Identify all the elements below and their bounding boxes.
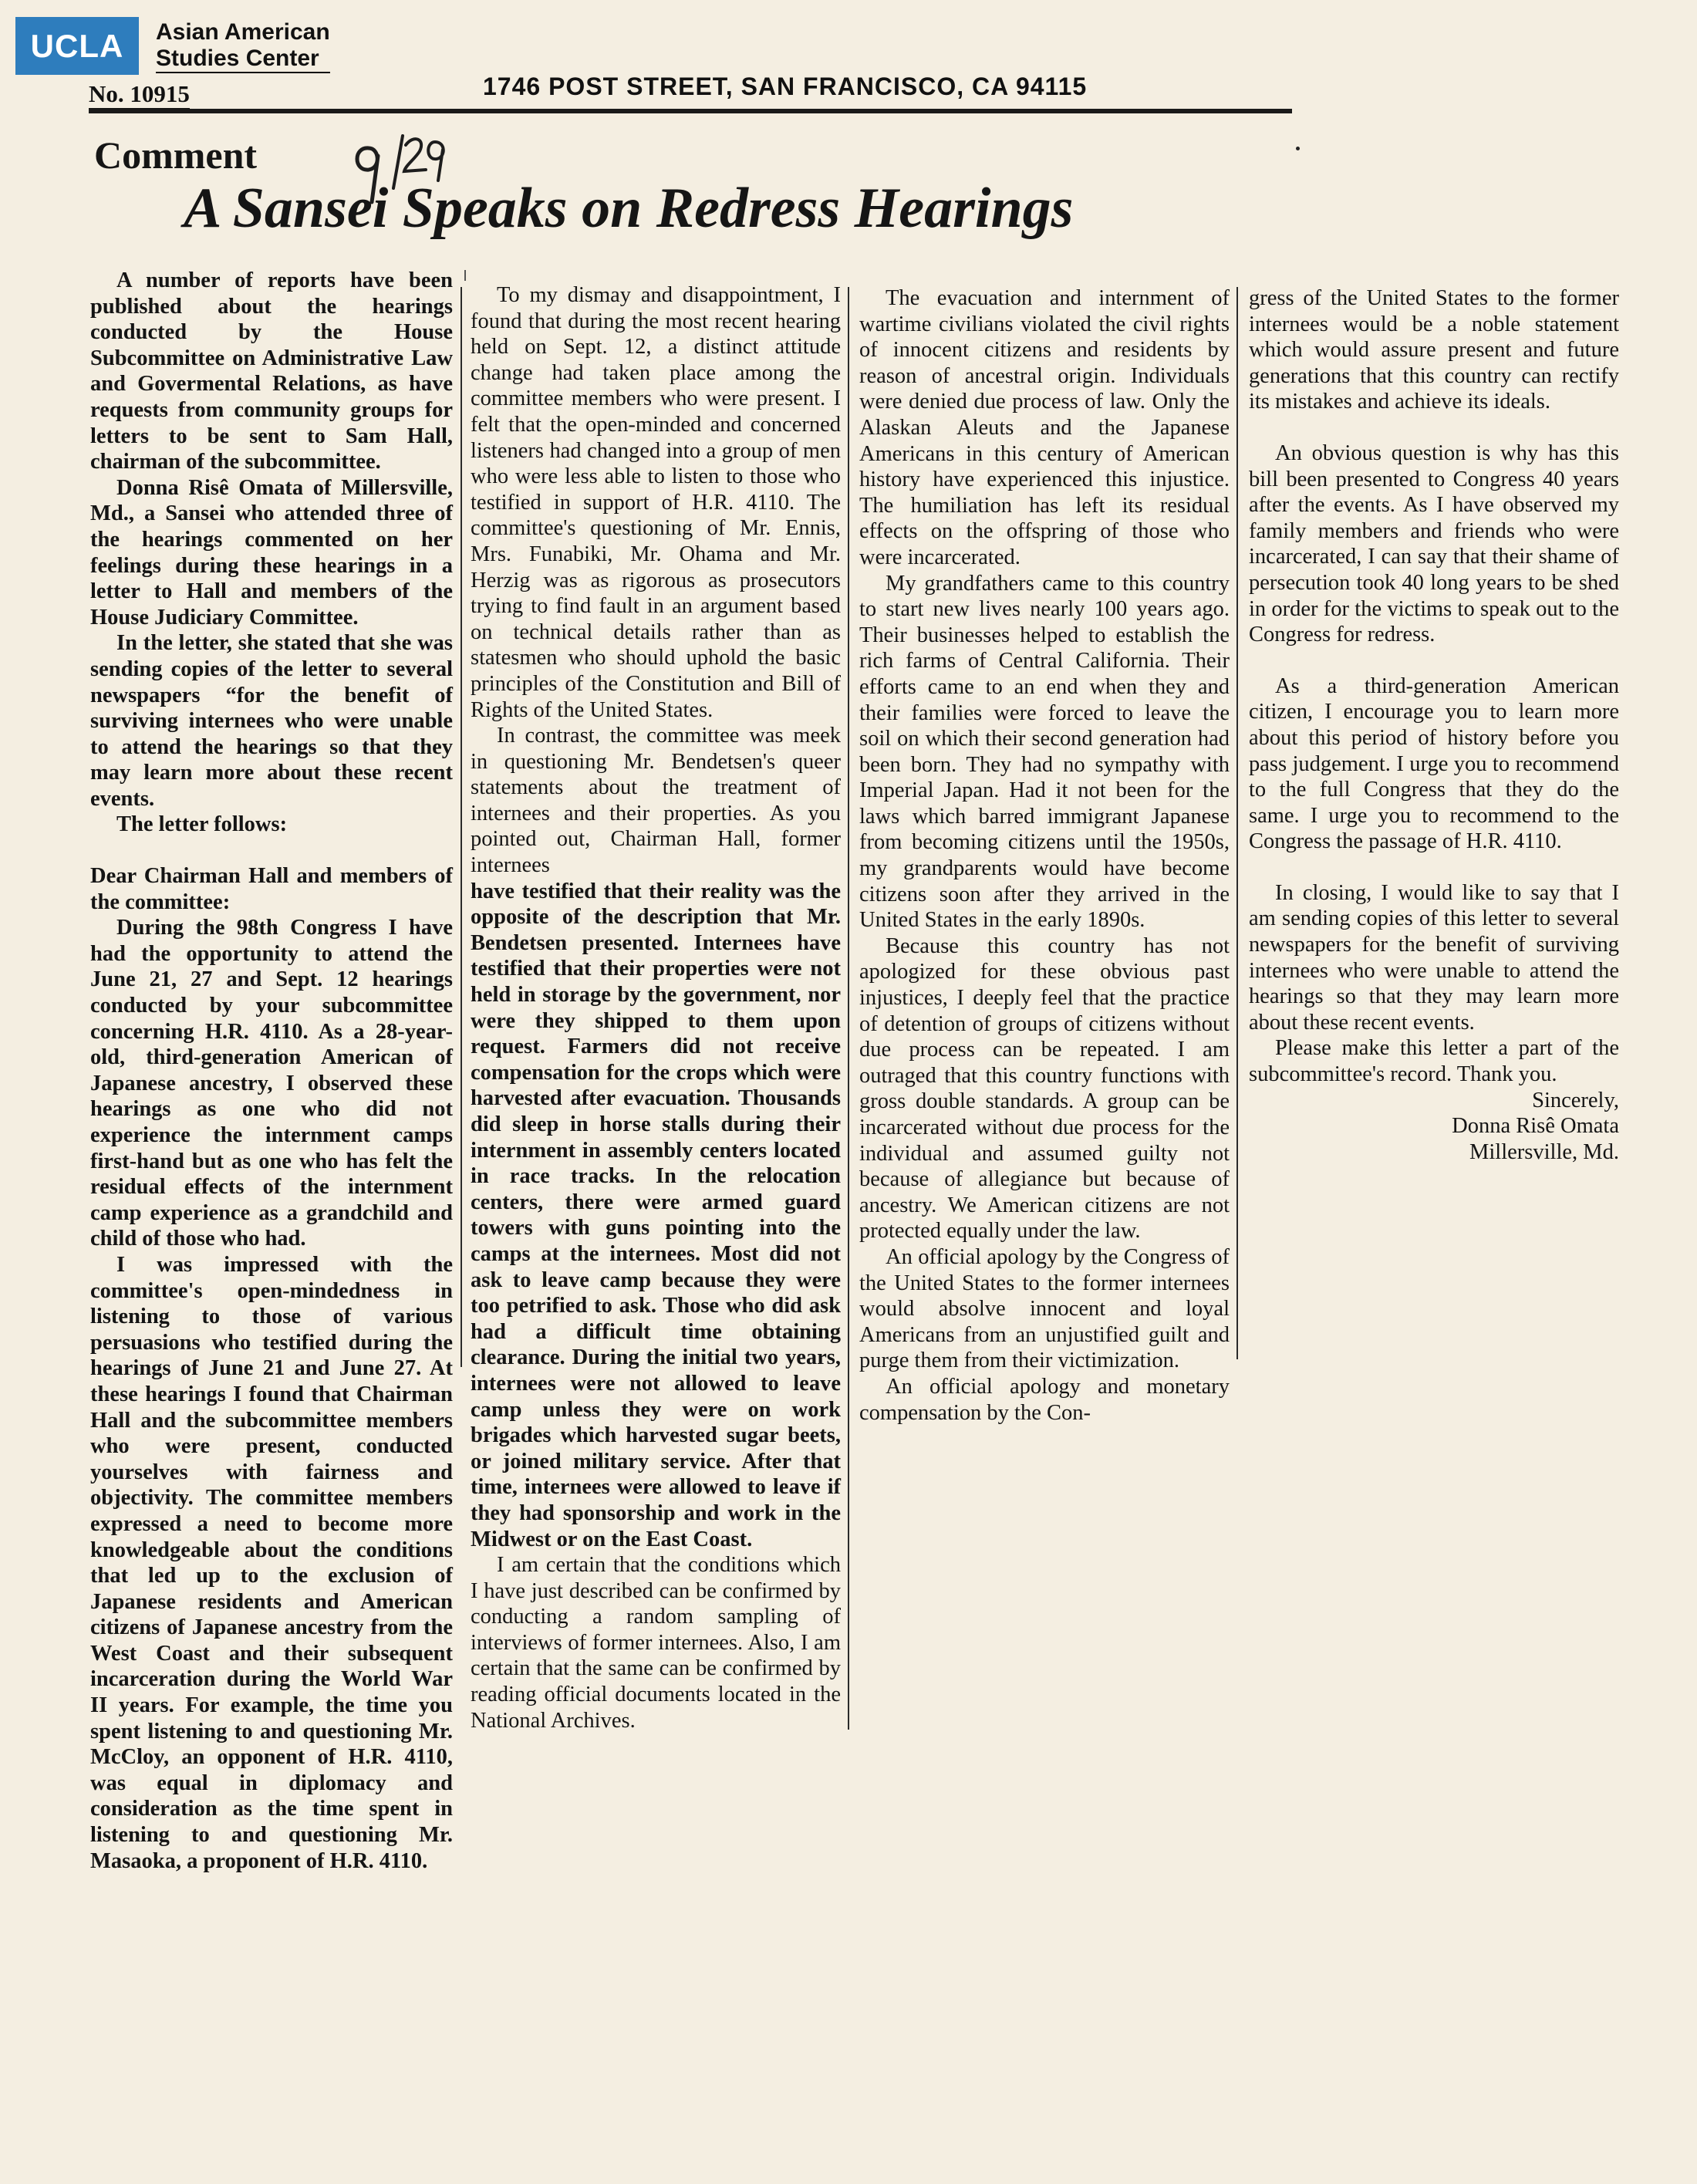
intro-paragraph-1: A number of reports have been published about the hearings conducted by the House Subcommittee on Administrative Law and Govermental Relations, as have requests from community groups for letters to be sent to Sam Hall, chairman of the subcommittee. [90, 268, 453, 474]
header-rule [89, 109, 1292, 113]
headline: A Sansei Speaks on Redress Hearings [184, 177, 1074, 240]
logo-text [156, 19, 330, 73]
column-divider [1236, 287, 1238, 1359]
letter-paragraph-12: As a third-generation American citizen, I encourage you to learn more about this period of history before you pass judgement. I urge you to recommend to the full Congress that they do the same. I urge you to recommend to the Congress the passage of H.R. 4110. [1249, 673, 1619, 854]
letter-paragraph-9: An official apology by the Congress of the United States to the former internees would absolve innocent and loyal Americans from an unjustified guilt and purge them from their victimization. [859, 1244, 1230, 1373]
column-2 [471, 282, 841, 1733]
intro-paragraph-4: The letter follows: [116, 812, 288, 837]
column-3 [859, 285, 1230, 1426]
letter-closing: Sincerely, [1532, 1088, 1619, 1112]
letter-paragraph-4: In contrast, the committee was meek in questioning Mr. Bendetsen's queer statements about the treatment of internees and their properties. As you pointed out, Chairman Hall, former internees [471, 724, 841, 878]
column-tick [464, 270, 466, 281]
letter-paragraph-13: In closing, I would like to say that I am sending copies of this letter to several newspapers for the benefit of surviving internees who were unable to attend the hearings so that they may learn more about these recent events. [1249, 880, 1619, 1035]
letter-paragraph-2: I was impressed with the committee's open-mindedness in listening to those of various persuasions who testified during the hearings of June 21 and June 27. At these hearings I found that Chairman Hall and the subcommittee members who were present, conducted yourselves with fairness and objectivity. The committee members expressed a need to become more knowledgeable about the conditions that led up to the exclusion of Japanese residents and American citizens of Japanese ancestry from the West Coast and their subsequent incarceration during the World War II years. For example, the time you spent listening to and questioning Mr. McCloy, an opponent of H.R. 4110, was equal in diplomacy and consideration as the time spent in listening to and questioning Mr. Masaoka, a proponent of H.R. 4110. [90, 1252, 453, 1873]
letter-paragraph-7: My grandfathers came to this country to start new lives nearly 100 years ago. Their businesses helped to establish the rich farms of Central California. Their efforts came to an end when they and their families were forced to leave the soil on which their second generation had been born. They had no sympathy with Imperial Japan. Had it not been for the laws which barred immigrant Japanese from becoming citizens until the 1950s, my grandparents would have become citizens soon after they arrived in the United States in the early 1890s. [859, 571, 1230, 933]
letter-paragraph-3: To my dismay and disappointment, I found that during the most recent hearing held on Sept. 12, a distinct attitude change had taken place among the committee members who were present. I felt that the open-minded and concerned listeners had changed into a group of men who were less able to listen to those who testified in support of H.R. 4110. The committee's questioning of Mr. Ennis, Mrs. Funabiki, Mr. Ohama and Mr. Herzig was as rigorous as prosecutors trying to find fault in an argument based on technical details rather than as statesmen who should uphold the basic principles of the Constitution and Bill of Rights of the United States. [471, 283, 841, 722]
logo-line-2: Studies Center [156, 46, 330, 73]
column-4 [1249, 285, 1619, 1165]
letter-paragraph-1: During the 98th Congress I have had the opportunity to attend the June 21, 27 and Sept. 12 hearings conducted by your subcommittee concerning H.R. 4110. As a 28-year-old, third-generation American of Japanese ancestry, I observed these hearings as one who did not experience the internment camps first-hand but as one who has felt the residual effects of the internment camp experience as a grandchild and child of those who had. [90, 916, 453, 1251]
letter-paragraph-10-cont: gress of the United States to the former internees would be a noble statement which would assure present and future generations that this country can rectify its mistakes and achieve its ideals. [1249, 286, 1619, 414]
intro-paragraph-2: Donna Risê Omata of Millersville, Md., a Sansei who attended three of the hearings commented on her feelings during these hearings in a letter to Hall and members of the House Judiciary Committee. [90, 475, 453, 630]
issue-number: No. 10915 [89, 80, 190, 110]
letter-paragraph-4-cont: have testified that their reality was the opposite of the description that Mr. Bendetsen presented. Internees have testified that their properties were not held in storage by the government, nor were they shipped to them upon request. Farmers did not receive compensation for the crops which were harvested after evacuation. Thousands did sleep in horse stalls during their internment in assembly centers located in race tracks. In the relocation centers, there were armed guard towers with guns pointing into the camps at the internees. Most did not ask to leave camp because they were too petrified to ask. Those who did ask had a difficult time obtaining clearance. During the initial two years, internees were not allowed to leave camp unless they were on work brigades which harvested sugar beets, or joined military service. After that time, internees were allowed to leave if they had sponsorship and work in the Midwest or on the East Coast. [471, 879, 841, 1551]
ucla-aasc-logo [15, 17, 330, 75]
letter-location: Millersville, Md. [1469, 1139, 1619, 1164]
intro-paragraph-3: In the letter, she stated that she was sending copies of the letter to several newspapers “for the benefit of surviving internees who were unable to attend the hearings so that they may learn more about these recent events. [90, 631, 453, 811]
letter-paragraph-10: An official apology and monetary compensation by the Con- [859, 1374, 1230, 1425]
letter-paragraph-5: I am certain that the conditions which I have just described can be confirmed by conducting a random sampling of interviews of former internees. Also, I am certain that the same can be confirmed by reading official documents located in the National Archives. [471, 1553, 841, 1733]
letter-paragraph-8: Because this country has not apologized for these obvious past injustices, I deeply feel that the practice of detention of groups of citizens without due process can be repeated. I am outraged that this country functions with gross double standards. A group can be incarcerated without due process for the individual and assumed guilty not because of allegiance but because of ancestry. We American citizens are not protected equally under the law. [859, 933, 1230, 1244]
letter-paragraph-14: Please make this letter a part of the subcommittee's record. Thank you. [1249, 1036, 1619, 1087]
column-divider [848, 287, 849, 1730]
speck [1296, 147, 1300, 150]
letter-paragraph-11: An obvious question is why has this bill been presented to Congress 40 years after the events. As I have observed my family members and friends who were incarcerated, I can say that their shame of persecution took 40 long years to be shed in order for the victims to speak out to the Congress for redress. [1249, 441, 1619, 647]
column-divider [461, 287, 462, 1367]
logo-line-1: Asian American [156, 19, 330, 45]
letter-salutation: Dear Chairman Hall and members of the committee: [90, 864, 453, 914]
letter-signature: Donna Risê Omata [1452, 1114, 1619, 1139]
column-1 [90, 268, 453, 1874]
letter-paragraph-6: The evacuation and internment of wartime civilians violated the civil rights of innocent citizens and residents by reason of ancestral origin. Individuals were denied due process of law. Only the Alaskan Aleuts and the Japanese Americans in this century of American history have experienced this injustice. The humiliation has left its residual effects on the offspring of those who were incarcerated. [859, 286, 1230, 569]
logo-mark: UCLA [15, 17, 139, 75]
section-label: Comment [94, 133, 258, 177]
publisher-address: 1746 POST STREET, SAN FRANCISCO, CA 94115 [483, 73, 1088, 100]
